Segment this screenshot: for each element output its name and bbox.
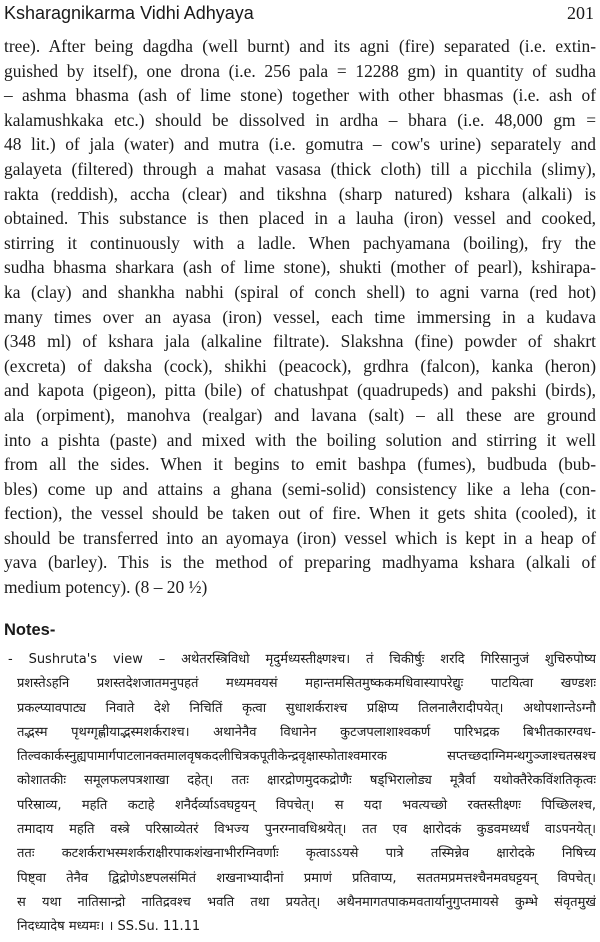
note-line: स यथा नातिसान्द्रो नातिद्रवश्च भवति तथा प्रयतेत्। अथैनमागतपाकमवतार्यानुगुप्तमायसे कुम्भे संवृतमुखं: [17, 894, 596, 910]
body-line: (excreta) of daksha (cock), shikhi (peacock), grdhra (falcon), kanka (heron): [4, 355, 596, 376]
note-line: कोशातकीः समूलफलपत्रशाखा दहेत्। ततः क्षारद्रोणमुदकद्रोणैः षड्भिरालोड्य मूत्रैर्वा यथोक्तैरेकविंशतिकृत्वः: [17, 773, 596, 789]
body-line: fection), the vessel should be taken out of fire. When it gets shita (cooled), it: [4, 503, 596, 524]
body-line: (348 ml) of kshara jala (alkaline filtrate). Slakshna (fine) powder of shakrt: [4, 331, 596, 352]
note-line: तमादाय महति वस्त्रे परिस्राव्येतरं विभज्य पुनरग्नावधिश्रयेत्। तत एव क्षारोदकं कुडवमध्यर्धं वाऽपनयेत्।: [17, 822, 596, 838]
body-line: kalamushkaka etc.) should be dissolved in ardha – bhara (i.e. 48,000 gm =: [4, 109, 596, 130]
body-line: bles) come up and attains a ghana (semi-solid) consistency like a leha (con-: [4, 478, 596, 499]
body-line: guished by itself), one drona (i.e. 256 pala = 12288 gm) in quantity of sudha: [4, 60, 596, 81]
note-line: निदध्यादेष मध्यमः। । SS.Su. 11.11: [17, 919, 201, 935]
note-line: परिस्राव्य, महति कटाहे शनैर्दर्व्याऽवघट्टयन् विपचेत्। स यदा भवत्यच्छो रक्तस्तीक्ष्णः पिच्छिलश्च,: [17, 797, 596, 813]
note-line: प्रकल्प्यावपाट्य निवाते देशे निचितिं कृत्वा सुधाशर्कराश्च प्रक्षिप्य तिलनालैरादीपयेत्। अथोपशान्तेऽग्नौ: [17, 700, 596, 716]
body-line: ala (orpiment), manohva (realgar) and lavana (salt) – all these are ground: [4, 404, 596, 425]
body-line: galayeta (filtered) through a mahat vasasa (thick cloth) till a picchila (slimy),: [4, 158, 596, 179]
body-line: medium potency). (8 – 20 ½): [4, 577, 208, 598]
page-number: 201: [567, 3, 594, 23]
body-line: from all the sides. When it begins to emit bashpa (fumes), budbuda (bub-: [4, 454, 596, 475]
body-line: obtained. This substance is then placed in a lauha (iron) vessel and cooked,: [4, 208, 596, 229]
body-line: should be transferred into an ayomaya (iron) vessel which is kept in a heap of: [4, 527, 596, 548]
body-line: ka (clay) and shankha nabhi (spiral of conch shell) to agni varna (red hot): [4, 281, 596, 302]
body-line: stirring it continuously with a ladle. When pachyamana (boiling), fry the: [4, 232, 596, 253]
body-line: and kapota (pigeon), pitta (bile) of chatushpat (quadrupeds) and pakshi (birds),: [4, 380, 596, 401]
body-line: many times over an ayasa (iron) vessel, each time immersing in a kudava: [4, 306, 596, 327]
note-line: - Sushruta's view – अथेतरस्त्रिविधो मृदुर्मध्यस्तीक्ष्णश्च। तं चिकीर्षुः शरदि गिरिसानुजं शुचिरुपोष्य: [8, 652, 596, 667]
main-paragraph: [4, 34, 596, 600]
body-line: sudha bhasma sharkara (ash of lime stone), shukti (mother of pearl), kshirapa-: [4, 257, 596, 278]
notes-heading: Notes-: [4, 621, 56, 639]
running-header: [4, 0, 594, 28]
note-line: ततः कटशर्कराभस्मशर्कराक्षीरपाकशंखनाभीरग्निवर्णाः कृत्वाऽऽयसे पात्रे तस्मिन्नेव क्षारोदके निषिच्य: [17, 846, 596, 862]
body-line: – ashma bhasma (ash of lime stone) together with other bhasmas (i.e. ash of: [4, 85, 596, 106]
note-line: प्रशस्तेऽहनि प्रशस्तदेशजातमनुपहतं मध्यमवयसं महान्तमसितमुष्ककमधिवास्यापरेद्युः पाटयित्वा खण्डशः: [17, 676, 596, 692]
sanskrit-quotation: [4, 648, 596, 940]
body-line: into a pishta (paste) and mixed with the boiling solution and stirring it well: [4, 429, 596, 450]
note-line: तिल्वकार्कस्नुह्यपामार्गपाटलानक्तमालवृषकदलीचित्रकपूतीकेन्द्रवृक्षास्फोताश्वमारक सप्तच्छदाग्निमन्थगुञ्जाश्चतस्रश्च: [17, 749, 596, 765]
chapter-title: Ksharagnikarma Vidhi Adhyaya: [4, 3, 254, 23]
note-line: तद्भस्म पृथग्गृह्णीयाद्भस्मशर्कराश्च। अथानेनैव विधानेन कुटजपलाशाश्वकर्ण पारिभद्रक बिभीतकारग्वध-: [17, 724, 596, 740]
body-line: rakta (reddish), accha (clear) and tikshna (sharp natured) kshara (alkali) is: [4, 183, 596, 204]
note-line: पिष्ट्वा तेनैव द्विद्रोणेऽष्टपलसंमितं शखनाभ्यादीनां प्रमाणं प्रतिवाप्य, सततमप्रमत्तश्चैनमवघट्टयन् विपचेत्।: [17, 870, 596, 886]
body-line: 48 lit.) of jala (water) and mutra (i.e. gomutra – cow's urine) separately and: [4, 134, 596, 155]
body-line: yava (barley). This is the method of preparing madhyama kshara (alkali of: [4, 552, 596, 573]
body-line: tree). After being dagdha (well burnt) and its agni (fire) separated (i.e. extin-: [4, 36, 596, 56]
